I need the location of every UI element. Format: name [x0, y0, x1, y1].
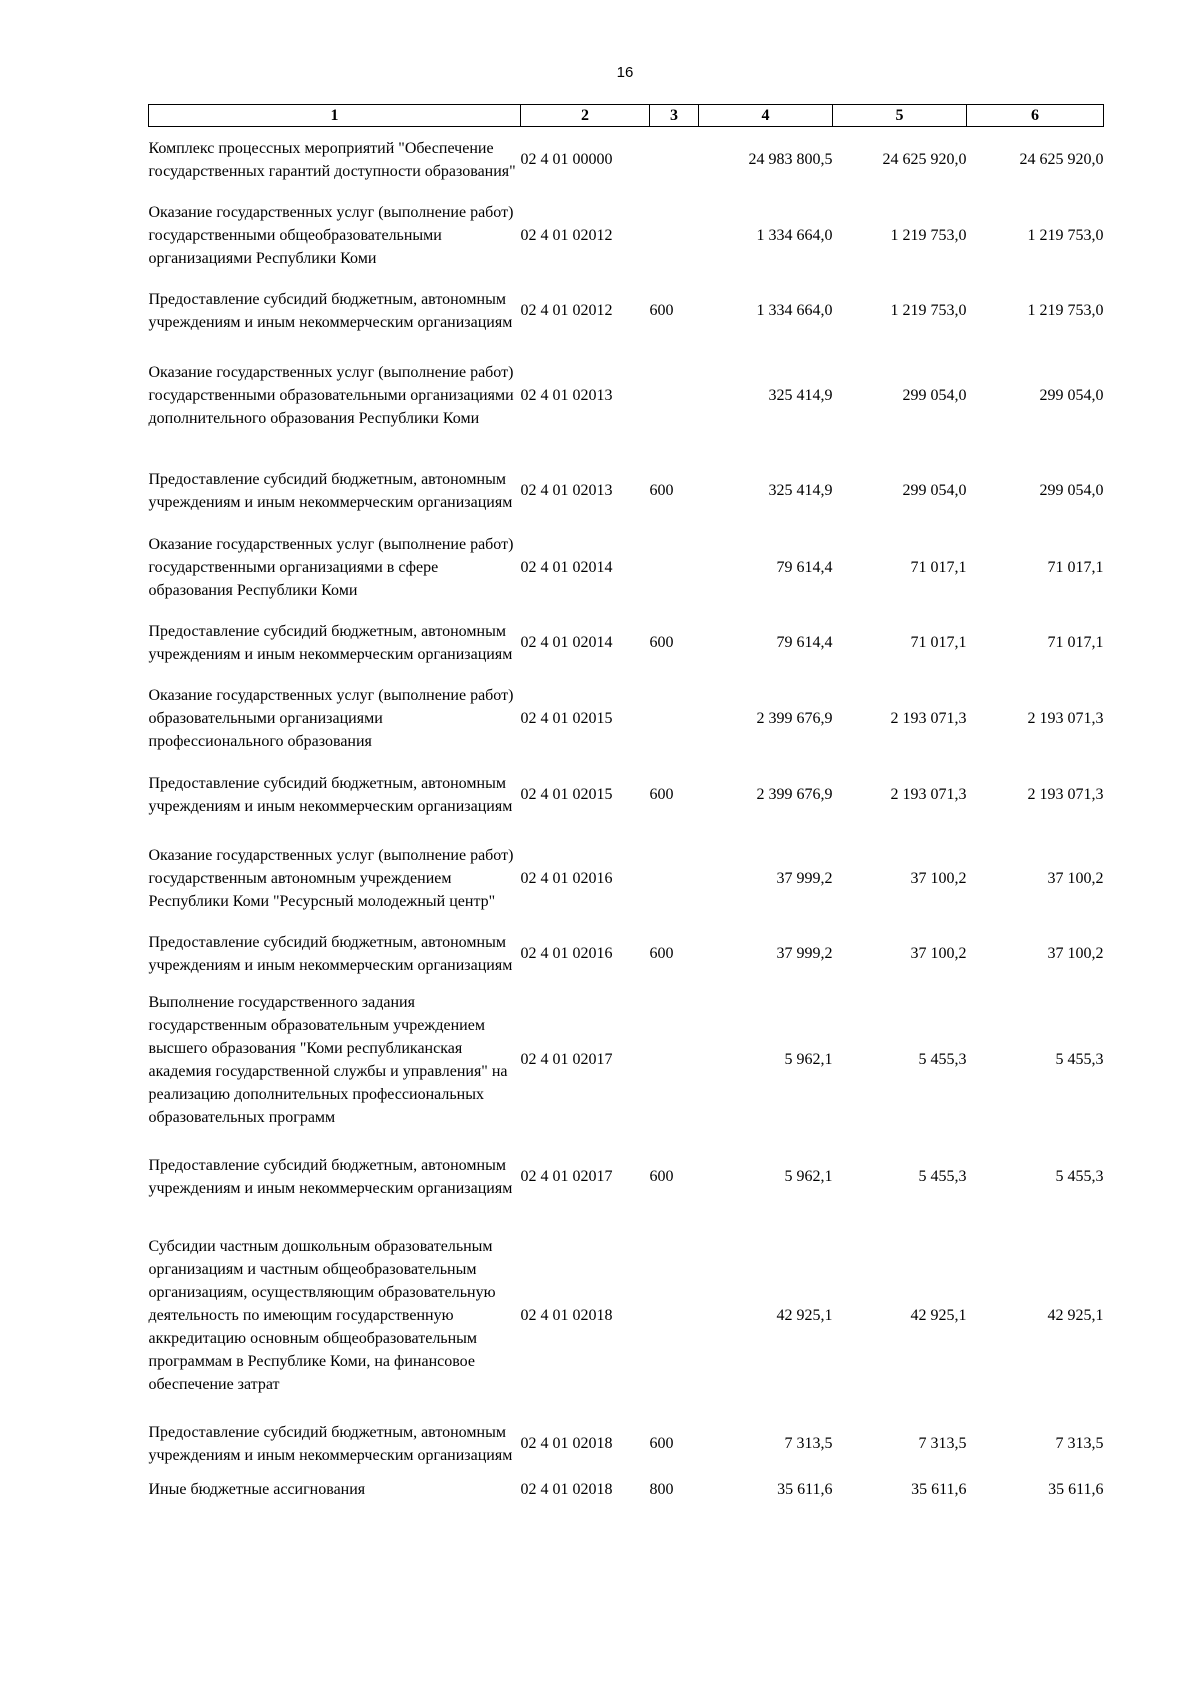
row-target-article-code: 02 4 01 02018: [520, 1435, 613, 1452]
row-amount-col6: 42 925,1: [1047, 1307, 1104, 1324]
column-header-5: 5: [833, 105, 967, 127]
row-amount-col5: 35 611,6: [911, 1480, 967, 1498]
row-name: Выполнение государственного задания государственным образовательным учреждением высшего образования "Коми республиканская академия государственной службы и управления" на реализацию дополнительных профессиональных образовательных программ: [148, 993, 508, 1126]
row-amount-col4: 2 399 676,9: [756, 786, 833, 803]
row-amount-col4: 5 962,1: [784, 1051, 833, 1068]
row-amount-col6: 2 193 071,3: [1027, 786, 1104, 803]
column-header-6: 6: [967, 105, 1104, 127]
row-target-article-code: 02 4 01 02014: [520, 634, 613, 651]
row-amount-col4: 1 334 664,0: [756, 227, 833, 244]
row-amount-col5: 71 017,1: [910, 634, 967, 651]
row-amount-col6: 1 219 753,0: [1027, 302, 1104, 319]
row-amount-col5: 2 193 071,3: [890, 710, 967, 727]
row-amount-col4: 5 962,1: [784, 1168, 833, 1185]
row-amount-col6: 37 100,2: [1047, 945, 1104, 962]
table-row: [149, 922, 1104, 986]
row-amount-col6: 71 017,1: [1047, 634, 1104, 651]
row-target-article-code: 02 4 01 02013: [520, 482, 613, 499]
table-row: [149, 449, 1104, 533]
table-body: [149, 127, 1104, 1503]
row-name: Предоставление субсидий бюджетным, автономным учреждениям и иным некоммерческим организациям: [148, 933, 513, 974]
row-expense-type-code: 600: [649, 786, 674, 803]
table-row: [149, 602, 1104, 684]
table-row: [149, 1476, 1104, 1503]
row-expense-type-code: 600: [649, 1168, 674, 1185]
row-target-article-code: 02 4 01 02016: [520, 870, 613, 887]
row-target-article-code: 02 4 01 02015: [520, 786, 613, 803]
row-amount-col4: 7 313,5: [784, 1435, 833, 1452]
row-expense-type-code: 600: [649, 1435, 674, 1452]
row-target-article-code: 02 4 01 02012: [520, 227, 613, 244]
row-target-article-code: 02 4 01 02015: [520, 710, 613, 727]
row-target-article-code: 02 4 01 02014: [520, 558, 613, 576]
row-amount-col6: 5 455,3: [1055, 1168, 1104, 1185]
row-name: Предоставление субсидий бюджетным, автономным учреждениям и иным некоммерческим организациям: [148, 622, 513, 663]
row-target-article-code: 02 4 01 02012: [520, 302, 613, 319]
row-name: Оказание государственных услуг (выполнение работ) государственными организациями в сфере образования Республики Коми: [148, 535, 514, 599]
row-amount-col5: 1 219 753,0: [890, 302, 967, 319]
row-amount-col4: 1 334 664,0: [756, 302, 833, 319]
row-expense-type-code: [650, 127, 699, 193]
row-expense-type-code: 600: [649, 634, 674, 651]
row-amount-col6: 1 219 753,0: [1027, 227, 1104, 244]
row-expense-type-code: 600: [649, 302, 674, 319]
row-amount-col4: 79 614,4: [776, 558, 833, 576]
column-header-4: 4: [699, 105, 833, 127]
row-amount-col5: 37 100,2: [910, 945, 967, 962]
row-name: Предоставление субсидий бюджетным, автономным учреждениям и иным некоммерческим организациям: [148, 1156, 513, 1197]
row-amount-col5: 71 017,1: [910, 558, 967, 576]
row-amount-col5: 299 054,0: [902, 482, 967, 499]
budget-table: [148, 104, 1104, 1503]
row-expense-type-code: [650, 986, 699, 1134]
row-amount-col4: 2 399 676,9: [756, 710, 833, 727]
row-expense-type-code: 600: [649, 945, 674, 962]
row-name: Субсидии частным дошкольным образовательным организациям и частным общеобразовательным организациям, осуществляющим образовательную деятельность по имеющим государственную аккредитацию основным общеобразовательным программам в Республике Коми, на финансовое обеспечение затрат: [148, 1238, 496, 1393]
row-name: Предоставление субсидий бюджетным, автономным учреждениям и иным некоммерческим организациям: [148, 774, 513, 815]
row-expense-type-code: [650, 836, 699, 922]
row-expense-type-code: 800: [649, 1480, 674, 1498]
table-row: [149, 836, 1104, 922]
row-expense-type-code: 600: [649, 482, 674, 499]
row-amount-col5: 24 625 920,0: [882, 151, 967, 169]
row-target-article-code: 02 4 01 02017: [520, 1168, 613, 1185]
table-header: [149, 105, 1104, 127]
row-target-article-code: 02 4 01 02018: [520, 1307, 613, 1324]
table-row: [149, 684, 1104, 754]
table-row: [149, 193, 1104, 279]
page-number: 16: [616, 64, 634, 81]
row-amount-col6: 299 054,0: [1039, 482, 1104, 499]
row-name: Комплекс процессных мероприятий "Обеспечение государственных гарантий доступности образования": [148, 139, 516, 180]
row-amount-col4: 37 999,2: [776, 945, 833, 962]
row-name: Оказание государственных услуг (выполнение работ) государственными образовательными организациями дополнительного образования Республики Коми: [148, 364, 514, 427]
row-amount-col5: 37 100,2: [910, 870, 967, 887]
column-header-1: 1: [149, 105, 521, 127]
table-row: [149, 127, 1104, 193]
row-amount-col6: 71 017,1: [1047, 558, 1104, 576]
row-target-article-code: 02 4 01 02016: [520, 945, 613, 962]
row-expense-type-code: [650, 1220, 699, 1412]
row-amount-col5: 5 455,3: [918, 1051, 967, 1068]
row-amount-col6: 37 100,2: [1047, 870, 1104, 887]
row-expense-type-code: [650, 343, 699, 449]
row-amount-col6: 24 625 920,0: [1019, 151, 1104, 169]
row-amount-col6: 7 313,5: [1055, 1435, 1104, 1452]
row-amount-col5: 7 313,5: [918, 1435, 967, 1452]
row-target-article-code: 02 4 01 02013: [520, 387, 613, 404]
table-row: [149, 1134, 1104, 1220]
row-amount-col4: 37 999,2: [776, 870, 833, 887]
table-row: [149, 279, 1104, 343]
row-amount-col4: 79 614,4: [776, 634, 833, 651]
table-row: [149, 1412, 1104, 1476]
row-name: Оказание государственных услуг (выполнение работ) государственными общеобразовательными организациями Республики Коми: [148, 204, 514, 267]
row-amount-col4: 42 925,1: [776, 1307, 833, 1324]
row-amount-col5: 5 455,3: [918, 1168, 967, 1185]
row-name: Предоставление субсидий бюджетным, автономным учреждениям и иным некоммерческим организациям: [148, 470, 513, 511]
row-amount-col6: 5 455,3: [1055, 1051, 1104, 1068]
row-amount-col5: 299 054,0: [902, 387, 967, 404]
table-row: [149, 533, 1104, 602]
row-name: Предоставление субсидий бюджетным, автономным учреждениям и иным некоммерческим организациям: [148, 1423, 513, 1464]
row-expense-type-code: [650, 533, 699, 602]
table-row: [149, 754, 1104, 836]
row-target-article-code: 02 4 01 00000: [520, 151, 613, 169]
table-row: [149, 1220, 1104, 1412]
row-amount-col6: 299 054,0: [1039, 387, 1104, 404]
row-amount-col4: 35 611,6: [777, 1480, 833, 1498]
table-row: [149, 986, 1104, 1134]
column-header-2: 2: [521, 105, 650, 127]
table-row: [149, 343, 1104, 449]
row-amount-col5: 42 925,1: [910, 1307, 967, 1324]
row-amount-col5: 1 219 753,0: [890, 227, 967, 244]
row-amount-col4: 325 414,9: [768, 482, 833, 499]
row-amount-col4: 24 983 800,5: [748, 151, 833, 169]
row-amount-col6: 2 193 071,3: [1027, 710, 1104, 727]
row-amount-col4: 325 414,9: [768, 387, 833, 404]
row-amount-col5: 2 193 071,3: [890, 786, 967, 803]
row-expense-type-code: [650, 684, 699, 754]
row-name: Иные бюджетные ассигнования: [148, 1480, 366, 1498]
row-name: Оказание государственных услуг (выполнение работ) образовательными организациями профессионального образования: [148, 687, 514, 750]
row-target-article-code: 02 4 01 02018: [520, 1480, 613, 1498]
row-expense-type-code: [650, 193, 699, 279]
row-amount-col6: 35 611,6: [1048, 1480, 1104, 1498]
row-target-article-code: 02 4 01 02017: [520, 1051, 613, 1068]
row-name: Предоставление субсидий бюджетным, автономным учреждениям и иным некоммерческим организациям: [148, 290, 513, 331]
row-name: Оказание государственных услуг (выполнение работ) государственным автономным учреждением Республики Коми "Ресурсный молодежный центр": [148, 847, 514, 910]
header-row: [149, 105, 1104, 127]
column-header-3: 3: [650, 105, 699, 127]
